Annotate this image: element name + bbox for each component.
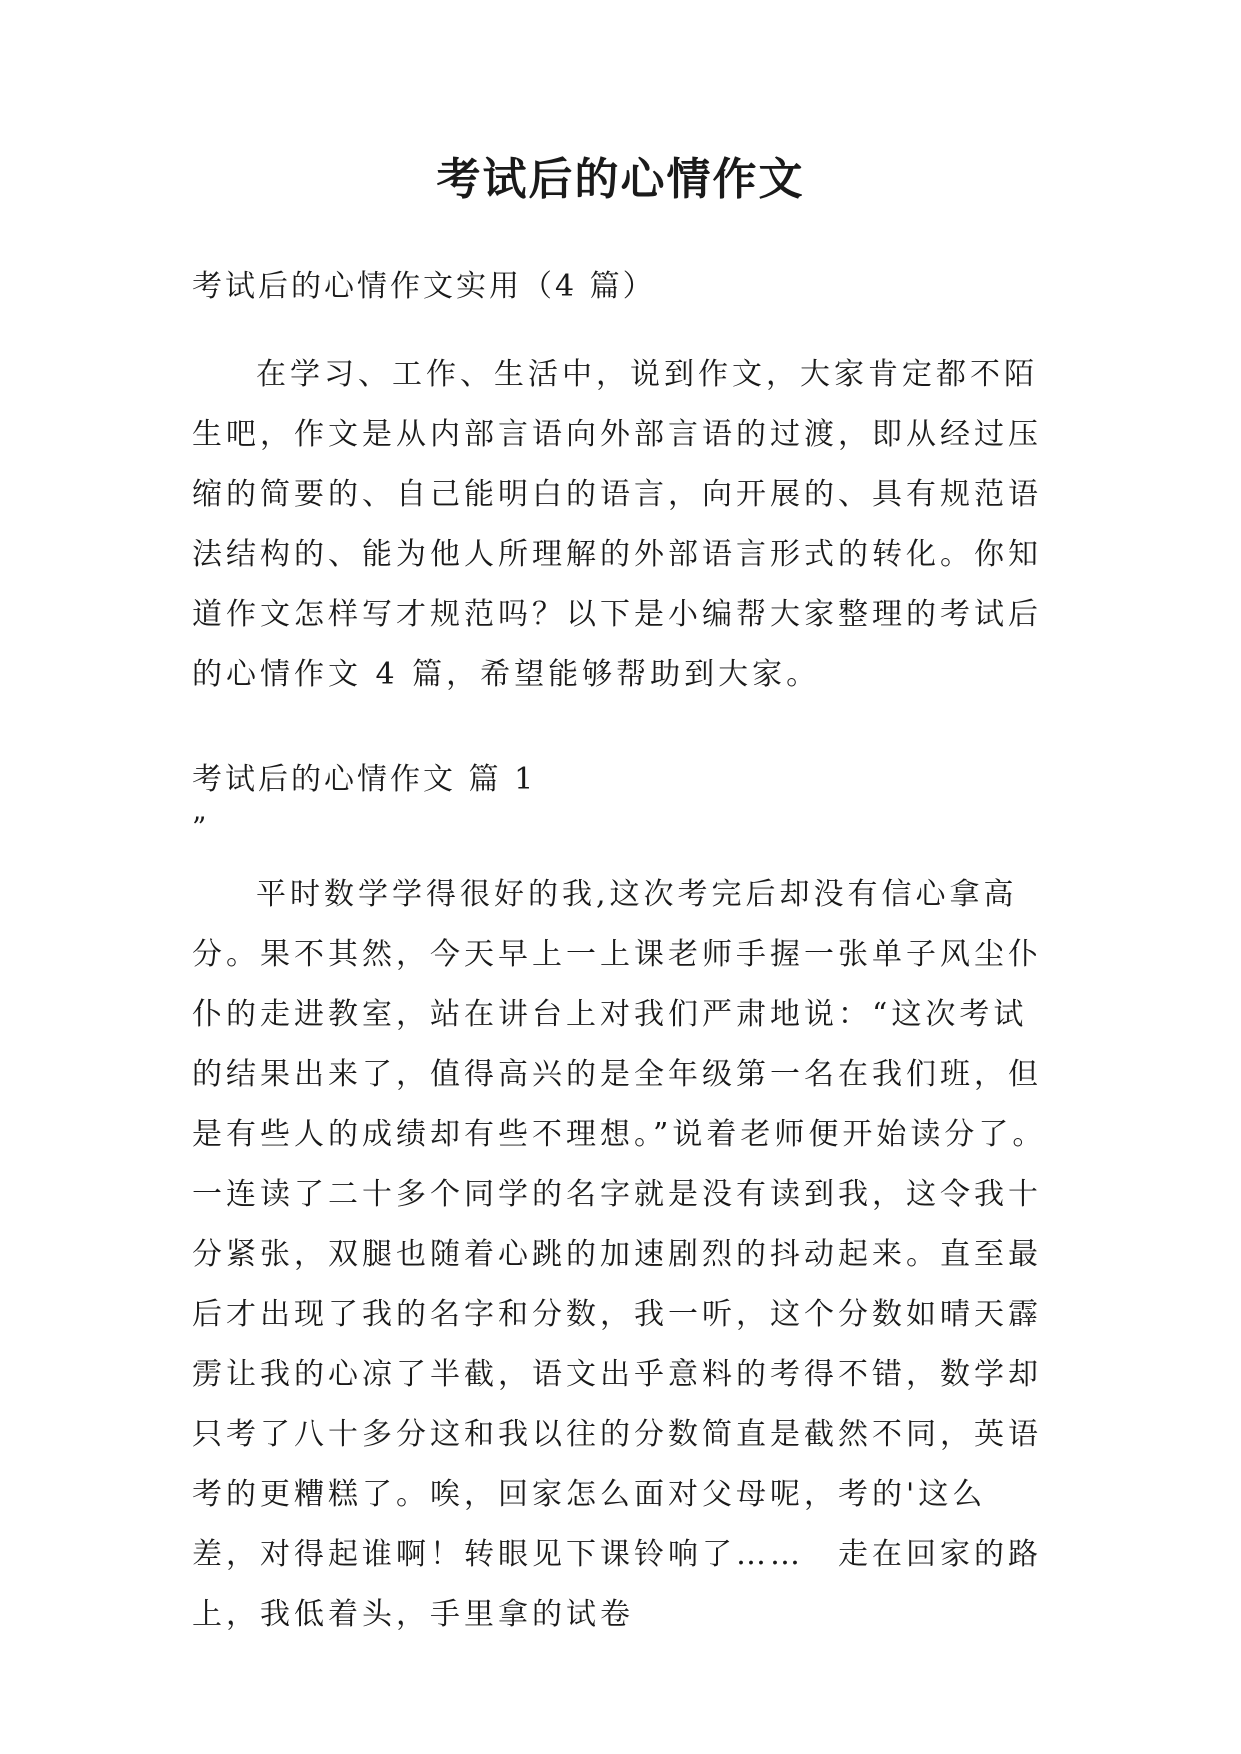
quote-mark: ” [192, 811, 211, 844]
document-title: 考试后的心情作文 [436, 154, 805, 205]
document-subtitle: 考试后的心情作文实用（4 篇） [192, 269, 656, 304]
intro-paragraph: 在学习、工作、生活中，说到作文，大家肯定都不陌生吧，作文是从内部言语向外部言语的过渡，即从经过压缩的简要的、自己能明白的语言，向开展的、具有规范语法结构的、能为他人所理解的外部语言形式的转化。你知道作文怎样写才规范吗？以下是小编帮大家整理的考试后的心情作文 4 篇，希望能够帮助到大家。 [192, 357, 1042, 692]
section-heading: 考试后的心情作文 篇 1 [192, 762, 537, 797]
body-paragraph: 平时数学学得很好的我,这次考完后却没有信心拿高分。果不其然，今天早上一上课老师手握一张单子风尘仆仆的走进教室，站在讲台上对我们严肃地说：“这次考试的结果出来了，值得高兴的是全年级第一名在我们班，但是有些人的成绩却有些不理想。”说着老师便开始读分了。一连读了二十多个同学的名字就是没有读到我，这令我十分紧张，双腿也随着心跳的加速剧烈的抖动起来。直至最后才出现了我的名字和分数，我一听，这个分数如晴天霹雳让我的心凉了半截，语文出乎意料的考得不错，数学却只考了八十多分这和我以往的分数简直是截然不同，英语考的更糟糕了。唉，回家怎么面对父母呢，考的'这么差，对得起谁啊！转眼见下课铃响了…… 走在回家的路上，我低着头，手里拿的试卷 [192, 877, 1047, 1632]
